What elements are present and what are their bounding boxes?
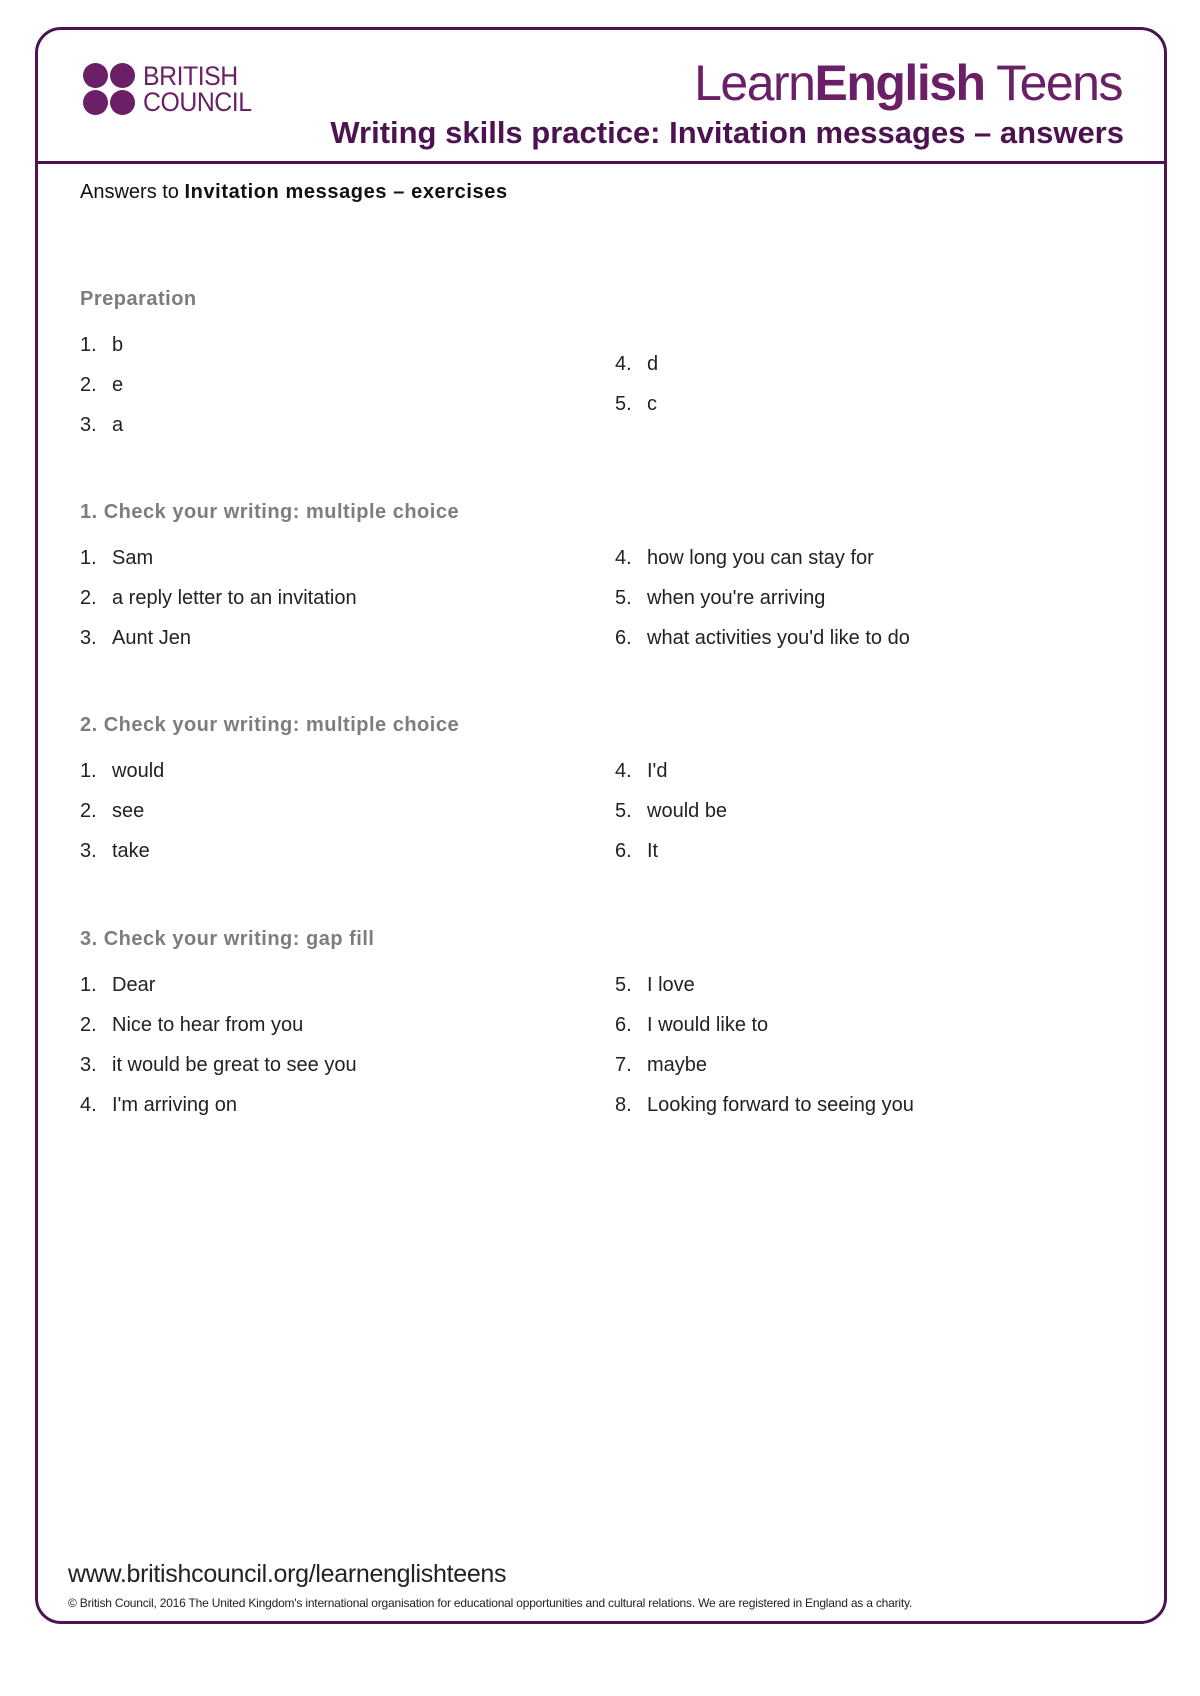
four-dots-logo-icon [83, 63, 135, 115]
british-council-wordmark: BRITISH COUNCIL [143, 61, 252, 117]
page-frame [35, 27, 1167, 1624]
answer-item: 1. would [80, 760, 165, 782]
answer-item: 5. would be [615, 800, 728, 822]
section-preparation [80, 288, 1130, 436]
answer-item: 2. see [80, 800, 145, 822]
answer-item: 4. how long you can stay for [615, 547, 874, 569]
british-council-logo [83, 63, 261, 115]
answer-item: 2. a reply letter to an invitation [80, 587, 357, 609]
answer-item: 5. when you're arriving [615, 587, 826, 609]
answers-left-column [80, 973, 357, 1133]
section-heading: 2. Check your writing: multiple choice [80, 714, 460, 736]
document-title: Writing skills practice: Invitation messages – answers [330, 115, 1124, 150]
footer-copyright: © British Council, 2016 The United Kingdom's international organisation for educational opportunities and cultural relations. We are registered in England as a charity. [68, 1596, 913, 1610]
answer-item: 6. I would like to [615, 1014, 769, 1036]
answers-left-column [80, 546, 357, 666]
answers-left-column [80, 759, 164, 879]
answers-right-column [615, 546, 910, 666]
answer-item: 5. c [615, 393, 657, 415]
section-check-writing-2 [80, 714, 1130, 862]
intro-line: Answers to Invitation messages – exercises [80, 181, 508, 203]
footer-url-link[interactable]: www.britishcouncil.org/learnenglishteens [68, 1560, 507, 1588]
section-heading: 1. Check your writing: multiple choice [80, 501, 460, 523]
answer-item: 2. e [80, 374, 124, 396]
header-divider [38, 161, 1164, 164]
answer-item: 6. what activities you'd like to do [615, 627, 910, 649]
answers-right-column [615, 759, 727, 879]
answer-item: 8. Looking forward to seeing you [615, 1094, 914, 1116]
answer-item: 5. I love [615, 974, 695, 996]
answer-item: 3. take [80, 840, 150, 862]
section-heading: 3. Check your writing: gap fill [80, 928, 375, 950]
answer-item: 3. Aunt Jen [80, 627, 191, 649]
answer-item: 4. I'm arriving on [80, 1094, 237, 1116]
answers-right-column [615, 973, 914, 1133]
answer-item: 6. It [615, 840, 659, 862]
section-check-writing-1 [80, 501, 1130, 649]
answer-item: 3. a [80, 414, 124, 436]
answer-item: 2. Nice to hear from you [80, 1014, 304, 1036]
section-check-writing-3 [80, 928, 1130, 1116]
answer-item: 4. d [615, 353, 659, 375]
section-heading: Preparation [80, 288, 197, 310]
learnenglish-teens-logo: LearnEnglish Teens [694, 55, 1122, 111]
answers-right-column [615, 352, 658, 432]
answer-item: 1. b [80, 334, 124, 356]
answers-left-column [80, 333, 123, 453]
answer-item: 3. it would be great to see you [80, 1054, 357, 1076]
answer-item: 1. Sam [80, 547, 154, 569]
answer-item: 1. Dear [80, 974, 156, 996]
answer-item: 4. I'd [615, 760, 668, 782]
answer-item: 7. maybe [615, 1054, 708, 1076]
